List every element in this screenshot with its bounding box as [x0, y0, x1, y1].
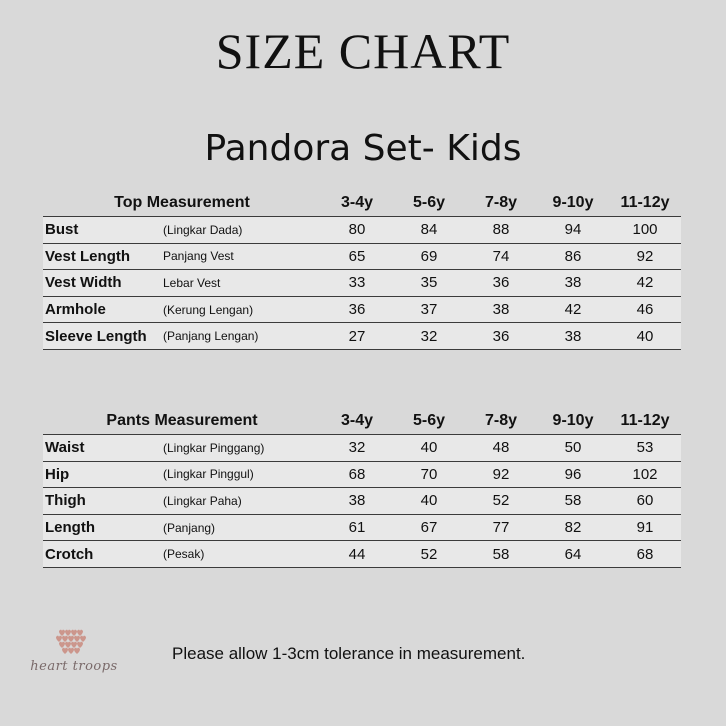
size-header: 7-8y — [485, 194, 518, 211]
heart-dot — [74, 636, 80, 642]
measurement-value: 92 — [465, 461, 537, 488]
size-header: 9-10y — [552, 412, 594, 429]
table-row — [43, 488, 681, 515]
measurement-value: 58 — [465, 541, 537, 568]
heart-dot — [68, 636, 74, 642]
measurement-value: 32 — [321, 435, 393, 462]
measurement-name: Crotch — [43, 541, 161, 568]
page-title: SIZE CHART — [215, 23, 511, 79]
measurement-local-name: (Lingkar Pinggul) — [161, 461, 321, 488]
heart-dot — [71, 642, 77, 648]
measurement-value: 37 — [393, 296, 465, 323]
measurement-value: 100 — [609, 217, 681, 244]
table-row — [43, 541, 681, 568]
measurement-value: 65 — [321, 243, 393, 270]
heart-dot — [77, 642, 83, 648]
measurement-value: 36 — [465, 270, 537, 297]
heart-dot — [59, 642, 65, 648]
heart-dot — [68, 648, 74, 654]
measurement-value: 44 — [321, 541, 393, 568]
measurement-value: 68 — [321, 461, 393, 488]
measurement-name: Hip — [43, 461, 161, 488]
measurement-value: 32 — [393, 323, 465, 350]
top-table-body — [43, 217, 681, 350]
heart-dot — [77, 630, 83, 636]
measurement-value: 38 — [465, 296, 537, 323]
table-row — [43, 461, 681, 488]
measurement-value: 77 — [465, 514, 537, 541]
top-measurement-table — [43, 190, 681, 350]
measurement-local-name: (Panjang) — [161, 514, 321, 541]
measurement-local-name: (Lingkar Paha) — [161, 488, 321, 515]
measurement-value: 74 — [465, 243, 537, 270]
measurement-local-name: (Panjang Lengan) — [161, 323, 321, 350]
size-header: 11-12y — [620, 412, 670, 429]
measurement-value: 40 — [393, 435, 465, 462]
measurement-value: 52 — [465, 488, 537, 515]
size-header: 3-4y — [341, 412, 374, 429]
measurement-value: 53 — [609, 435, 681, 462]
size-header: 11-12y — [620, 194, 670, 211]
measurement-value: 42 — [537, 296, 609, 323]
measurement-value: 36 — [465, 323, 537, 350]
measurement-value: 48 — [465, 435, 537, 462]
measurement-value: 52 — [393, 541, 465, 568]
measurement-value: 38 — [321, 488, 393, 515]
heart-dot — [59, 630, 65, 636]
measurement-name: Vest Length — [43, 243, 161, 270]
measurement-value: 27 — [321, 323, 393, 350]
measurement-value: 86 — [537, 243, 609, 270]
brand-logo — [22, 626, 126, 680]
measurement-value: 68 — [609, 541, 681, 568]
measurement-name: Sleeve Length — [43, 323, 161, 350]
measurement-value: 102 — [609, 461, 681, 488]
size-header: 7-8y — [485, 412, 518, 429]
measurement-value: 60 — [609, 488, 681, 515]
top-table-heading: Top Measurement — [114, 194, 250, 211]
heart-dot — [80, 636, 86, 642]
table-header-row — [43, 408, 681, 435]
tolerance-note: Please allow 1-3cm tolerance in measurement. — [172, 644, 526, 663]
measurement-value: 64 — [537, 541, 609, 568]
measurement-local-name: (Pesak) — [161, 541, 321, 568]
measurement-name: Length — [43, 514, 161, 541]
measurement-value: 84 — [393, 217, 465, 244]
pants-table-body — [43, 435, 681, 568]
table-row — [43, 435, 681, 462]
heart-dot — [71, 630, 77, 636]
size-header: 9-10y — [552, 194, 594, 211]
measurement-value: 67 — [393, 514, 465, 541]
heart-dot — [56, 636, 62, 642]
measurement-value: 96 — [537, 461, 609, 488]
measurement-name: Waist — [43, 435, 161, 462]
measurement-local-name: Lebar Vest — [161, 270, 321, 297]
measurement-value: 40 — [609, 323, 681, 350]
measurement-value: 42 — [609, 270, 681, 297]
table-row — [43, 323, 681, 350]
measurement-value: 92 — [609, 243, 681, 270]
measurement-value: 82 — [537, 514, 609, 541]
heart-dot — [65, 630, 71, 636]
measurement-local-name: (Lingkar Pinggang) — [161, 435, 321, 462]
table-row — [43, 243, 681, 270]
measurement-value: 40 — [393, 488, 465, 515]
measurement-name: Thigh — [43, 488, 161, 515]
measurement-local-name: (Kerung Lengan) — [161, 296, 321, 323]
table-header-row — [43, 190, 681, 217]
measurement-value: 38 — [537, 323, 609, 350]
brand-name: heart troops — [30, 659, 118, 674]
size-header: 5-6y — [413, 412, 446, 429]
heart-dot — [62, 636, 68, 642]
measurement-value: 70 — [393, 461, 465, 488]
heart-dot — [65, 642, 71, 648]
table-row — [43, 514, 681, 541]
page-subtitle: Pandora Set- Kids — [204, 128, 522, 169]
measurement-value: 80 — [321, 217, 393, 244]
measurement-value: 38 — [537, 270, 609, 297]
heart-dot — [62, 648, 68, 654]
measurement-local-name: (Lingkar Dada) — [161, 217, 321, 244]
measurement-value: 91 — [609, 514, 681, 541]
measurement-value: 35 — [393, 270, 465, 297]
measurement-value: 46 — [609, 296, 681, 323]
measurement-value: 69 — [393, 243, 465, 270]
measurement-local-name: Panjang Vest — [161, 243, 321, 270]
measurement-value: 88 — [465, 217, 537, 244]
measurement-name: Vest Width — [43, 270, 161, 297]
measurement-value: 58 — [537, 488, 609, 515]
measurement-value: 61 — [321, 514, 393, 541]
measurement-value: 94 — [537, 217, 609, 244]
table-row — [43, 270, 681, 297]
heart-dot — [74, 648, 80, 654]
size-header: 5-6y — [413, 194, 446, 211]
measurement-value: 50 — [537, 435, 609, 462]
pants-measurement-table — [43, 408, 681, 568]
table-row — [43, 217, 681, 244]
pants-table-heading: Pants Measurement — [106, 412, 258, 429]
measurement-name: Armhole — [43, 296, 161, 323]
table-row — [43, 296, 681, 323]
measurement-name: Bust — [43, 217, 161, 244]
measurement-value: 33 — [321, 270, 393, 297]
heart-cluster-icon — [22, 626, 126, 658]
measurement-value: 36 — [321, 296, 393, 323]
size-header: 3-4y — [341, 194, 374, 211]
